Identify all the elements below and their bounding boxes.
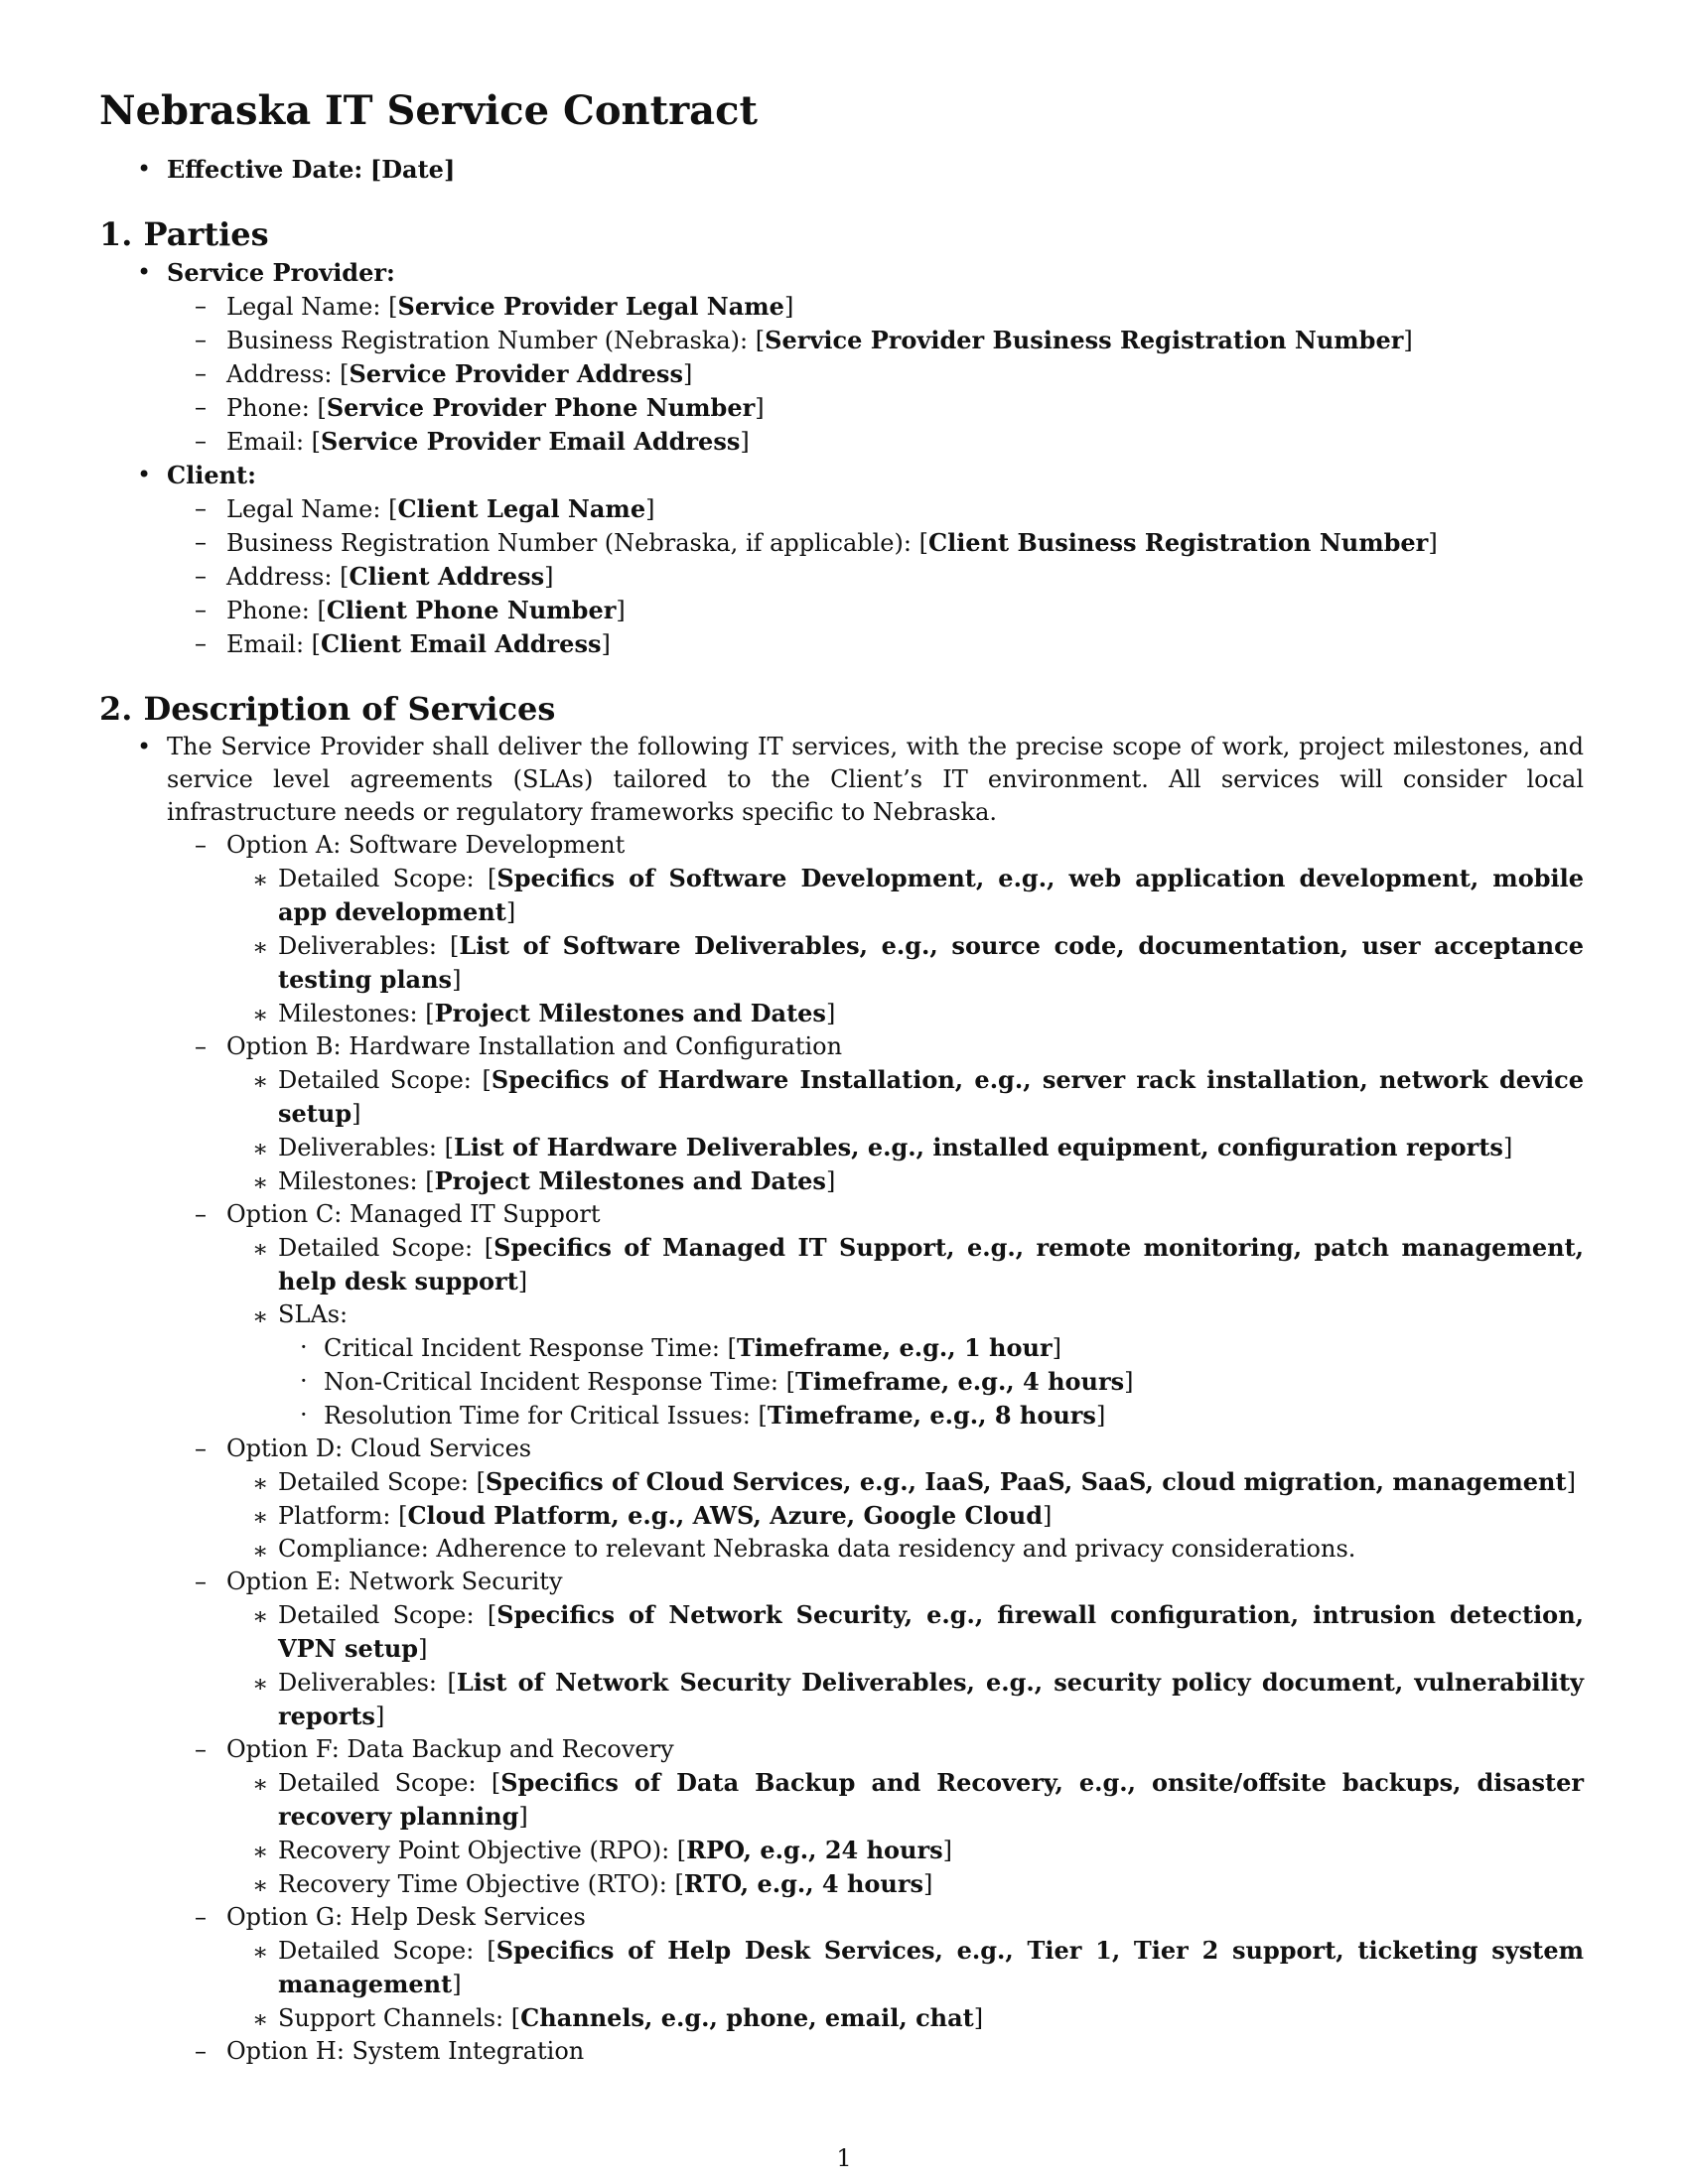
dash-icon: – bbox=[195, 831, 207, 859]
bullet-icon: • bbox=[137, 461, 152, 488]
option-items bbox=[226, 1063, 1589, 1198]
item-label: Detailed Scope: bbox=[278, 865, 488, 892]
party-field: – Phone: [Client Phone Number] bbox=[195, 596, 626, 624]
option-items bbox=[226, 862, 1589, 1030]
parties-heading: 1. Parties bbox=[99, 215, 269, 253]
bullet-icon: • bbox=[137, 733, 152, 760]
dash-icon: – bbox=[195, 1200, 207, 1228]
party-field: – Email: [Service Provider Email Address] bbox=[195, 427, 750, 456]
item-label: Recovery Point Objective (RPO): bbox=[278, 1837, 677, 1864]
item-label: Deliverables: bbox=[278, 1134, 445, 1161]
item-label: Compliance: Adherence to relevant Nebraska data residency and privacy considerations. bbox=[278, 1535, 1356, 1563]
item-value: RPO, e.g., 24 hours bbox=[686, 1836, 943, 1864]
item-label: Detailed Scope: bbox=[278, 1601, 488, 1629]
services-intro: The Service Provider shall deliver the following IT services, with the precise scope of work, project milestones, and service level agreements (SLAs) tailored to the Client’s IT environment. All services will consider local infrastructure needs or regulatory frameworks specific to Nebraska. bbox=[167, 733, 1584, 826]
dash-icon: – bbox=[195, 629, 207, 657]
option-item: ∗ Recovery Point Objective (RPO): [RPO, e.g., 24 hours] bbox=[226, 1834, 1589, 1867]
field-value: Client Email Address bbox=[321, 629, 602, 658]
option-title: Option E: Network Security bbox=[226, 1568, 563, 1595]
page-number: 1 bbox=[836, 2144, 852, 2172]
field-value: Client Business Registration Number bbox=[927, 528, 1429, 557]
party-client bbox=[99, 459, 1589, 661]
option-item: ∗ Detailed Scope: [Specifics of Software Development, e.g., web application development, mobile app development] bbox=[252, 864, 1584, 926]
item-value: List of Hardware Deliverables, e.g., installed equipment, configuration reports bbox=[454, 1133, 1503, 1161]
parties-section bbox=[99, 212, 1589, 661]
asterisk-icon: ∗ bbox=[252, 1235, 269, 1263]
item-label: Detailed Scope: bbox=[278, 1066, 483, 1094]
service-option bbox=[167, 1198, 1589, 1433]
effective-date-label: Effective Date: bbox=[167, 155, 363, 184]
dash-icon: – bbox=[195, 359, 207, 387]
option-item: ∗ Detailed Scope: [Specifics of Network Security, e.g., firewall configuration, intrusion detection, VPN setup] bbox=[252, 1600, 1584, 1663]
effective-list bbox=[99, 153, 1589, 187]
option-item: ∗ Support Channels: [Channels, e.g., phone, email, chat] bbox=[226, 2001, 1589, 2035]
item-value: Channels, e.g., phone, email, chat bbox=[520, 2003, 974, 2032]
services-section bbox=[99, 687, 1589, 2068]
asterisk-icon: ∗ bbox=[252, 1067, 269, 1095]
asterisk-icon: ∗ bbox=[252, 1938, 269, 1966]
field-value: Service Provider Email Address bbox=[321, 427, 741, 456]
field-value: Service Provider Business Registration Number bbox=[765, 326, 1404, 354]
item-label: Deliverables: bbox=[278, 1669, 448, 1697]
option-item: ∗ Deliverables: [List of Software Deliverables, e.g., source code, documentation, user acceptance testing plans] bbox=[252, 931, 1584, 994]
sla-value: Timeframe, e.g., 4 hours bbox=[795, 1367, 1125, 1396]
option-item: ∗ Milestones: [Project Milestones and Dates] bbox=[226, 1164, 1589, 1198]
item-value: Project Milestones and Dates bbox=[434, 1166, 826, 1195]
asterisk-icon: ∗ bbox=[252, 1168, 269, 1196]
service-option bbox=[167, 1433, 1589, 1566]
option-title: Option A: Software Development bbox=[226, 831, 626, 859]
field-label: Phone: bbox=[226, 394, 318, 422]
option-item bbox=[226, 1298, 1589, 1433]
option-item: ∗ Milestones: [Project Milestones and Dates] bbox=[226, 997, 1589, 1030]
item-value: Specifics of Data Backup and Recovery, e.g., onsite/offsite backups, disaster recovery planning bbox=[278, 1768, 1584, 1831]
effective-date-item bbox=[99, 153, 1589, 187]
party-fields bbox=[167, 290, 1589, 459]
item-label: Milestones: bbox=[278, 1000, 426, 1027]
dash-icon: – bbox=[195, 1568, 207, 1595]
dot-icon: · bbox=[300, 1367, 308, 1395]
asterisk-icon: ∗ bbox=[252, 1838, 269, 1865]
asterisk-icon: ∗ bbox=[252, 1503, 269, 1531]
party-field: – Address: [Service Provider Address] bbox=[195, 359, 693, 388]
dash-icon: – bbox=[195, 596, 207, 623]
item-label: Detailed Scope: bbox=[278, 1234, 485, 1262]
item-label: Deliverables: bbox=[278, 932, 450, 960]
document-page bbox=[99, 85, 1589, 2068]
option-items bbox=[226, 1598, 1589, 1733]
option-title: Option H: System Integration bbox=[226, 2037, 585, 2065]
options-list bbox=[167, 829, 1589, 2068]
dash-icon: – bbox=[195, 292, 207, 320]
field-value: Client Address bbox=[349, 562, 545, 591]
field-label: Address: bbox=[226, 360, 341, 388]
option-item: ∗ Detailed Scope: [Specifics of Managed IT Support, e.g., remote monitoring, patch management, help desk support] bbox=[252, 1233, 1585, 1296]
sla-item: · Resolution Time for Critical Issues: [Timeframe, e.g., 8 hours] bbox=[300, 1401, 1106, 1430]
bullet-icon: • bbox=[137, 155, 152, 183]
dot-icon: · bbox=[300, 1333, 308, 1361]
party-label: Service Provider: bbox=[167, 258, 395, 287]
field-label: Address: bbox=[226, 563, 341, 591]
service-option bbox=[167, 2035, 1589, 2068]
dash-icon: – bbox=[195, 2037, 207, 2065]
option-items bbox=[226, 1934, 1589, 2035]
option-item: ∗ Detailed Scope: [Specifics of Help Desk Services, e.g., Tier 1, Tier 2 support, ticketing system management] bbox=[252, 1936, 1585, 1998]
item-value: RTO, e.g., 4 hours bbox=[683, 1869, 924, 1898]
item-value: List of Software Deliverables, e.g., source code, documentation, user acceptance testing plans bbox=[278, 931, 1584, 994]
field-label: Legal Name: bbox=[226, 293, 389, 321]
service-option bbox=[167, 1566, 1589, 1733]
option-item bbox=[226, 1533, 1589, 1566]
services-intro-item bbox=[99, 731, 1589, 2068]
dash-icon: – bbox=[195, 562, 207, 590]
sla-label: Resolution Time for Critical Issues: bbox=[324, 1402, 759, 1430]
sla-list bbox=[278, 1331, 1584, 1433]
option-item: ∗ Recovery Time Objective (RTO): [RTO, e.g., 4 hours] bbox=[226, 1867, 1589, 1901]
item-label: Support Channels: bbox=[278, 2004, 511, 2032]
asterisk-icon: ∗ bbox=[252, 1537, 269, 1565]
field-value: Service Provider Address bbox=[349, 359, 683, 388]
dash-icon: – bbox=[195, 427, 207, 455]
sla-value: Timeframe, e.g., 8 hours bbox=[767, 1401, 1096, 1430]
asterisk-icon: ∗ bbox=[252, 1670, 269, 1698]
field-value: Service Provider Phone Number bbox=[326, 393, 756, 422]
party-field: – Legal Name: [Client Legal Name] bbox=[195, 494, 655, 523]
option-item: ∗ Detailed Scope: [Specifics of Cloud Services, e.g., IaaS, PaaS, SaaS, cloud migration, management] bbox=[226, 1465, 1589, 1499]
item-value: Project Milestones and Dates bbox=[434, 999, 826, 1027]
asterisk-icon: ∗ bbox=[252, 1770, 269, 1798]
option-item: ∗ Platform: [Cloud Platform, e.g., AWS, Azure, Google Cloud] bbox=[226, 1499, 1589, 1533]
option-item: ∗ Deliverables: [List of Network Security Deliverables, e.g., security policy document, vulnerability reports] bbox=[252, 1668, 1585, 1730]
item-label: SLAs: bbox=[278, 1300, 349, 1328]
document-title: Nebraska IT Service Contract bbox=[99, 87, 758, 134]
asterisk-icon: ∗ bbox=[252, 1469, 269, 1497]
option-title: Option G: Help Desk Services bbox=[226, 1903, 586, 1931]
field-label: Legal Name: bbox=[226, 495, 389, 523]
sla-label: Non-Critical Incident Response Time: bbox=[324, 1368, 786, 1396]
option-items bbox=[226, 1766, 1589, 1901]
bullet-icon: • bbox=[137, 258, 152, 286]
parties-list bbox=[99, 256, 1589, 661]
dash-icon: – bbox=[195, 1735, 207, 1763]
field-value: Client Phone Number bbox=[326, 596, 617, 624]
party-field: – Business Registration Number (Nebraska): [Service Provider Business Registration Number] bbox=[195, 326, 1413, 354]
item-label: Platform: bbox=[278, 1502, 399, 1530]
party-field: – Email: [Client Email Address] bbox=[195, 629, 611, 658]
option-title: Option D: Cloud Services bbox=[226, 1434, 532, 1462]
field-label: Business Registration Number (Nebraska): bbox=[226, 327, 756, 354]
field-label: Business Registration Number (Nebraska, if applicable): bbox=[226, 529, 919, 557]
sla-value: Timeframe, e.g., 1 hour bbox=[736, 1333, 1053, 1362]
asterisk-icon: ∗ bbox=[252, 1602, 269, 1630]
field-label: Phone: bbox=[226, 597, 318, 624]
item-label: Detailed Scope: bbox=[278, 1937, 488, 1965]
item-value: Specifics of Managed IT Support, e.g., remote monitoring, patch management, help desk support bbox=[278, 1233, 1585, 1296]
sla-label: Critical Incident Response Time: bbox=[324, 1334, 728, 1362]
asterisk-icon: ∗ bbox=[252, 1135, 269, 1162]
item-label: Detailed Scope: bbox=[278, 1468, 477, 1496]
asterisk-icon: ∗ bbox=[252, 933, 269, 961]
field-value: Service Provider Legal Name bbox=[397, 292, 784, 321]
asterisk-icon: ∗ bbox=[252, 866, 269, 893]
item-value: Specifics of Software Development, e.g., web application development, mobile app development bbox=[278, 864, 1584, 926]
dash-icon: – bbox=[195, 1903, 207, 1931]
party-field: – Address: [Client Address] bbox=[195, 562, 554, 591]
service-option bbox=[167, 829, 1589, 1030]
item-label: Detailed Scope: bbox=[278, 1769, 492, 1797]
dash-icon: – bbox=[195, 494, 207, 522]
dot-icon: · bbox=[300, 1401, 308, 1429]
party-field: – Business Registration Number (Nebraska, if applicable): [Client Business Registration Number] bbox=[195, 528, 1438, 557]
sla-item: · Critical Incident Response Time: [Timeframe, e.g., 1 hour] bbox=[300, 1333, 1061, 1362]
service-option bbox=[167, 1901, 1589, 2035]
sla-item: · Non-Critical Incident Response Time: [Timeframe, e.g., 4 hours] bbox=[300, 1367, 1134, 1396]
option-title: Option F: Data Backup and Recovery bbox=[226, 1735, 674, 1763]
item-label: Milestones: bbox=[278, 1167, 426, 1195]
dash-icon: – bbox=[195, 528, 207, 556]
dash-icon: – bbox=[195, 1032, 207, 1060]
item-value: Specifics of Network Security, e.g., firewall configuration, intrusion detection, VPN setup bbox=[278, 1600, 1584, 1663]
option-item: ∗ Detailed Scope: [Specifics of Hardware Installation, e.g., server rack installation, network device setup] bbox=[252, 1065, 1585, 1128]
field-label: Email: bbox=[226, 630, 312, 658]
party-provider bbox=[99, 256, 1589, 459]
asterisk-icon: ∗ bbox=[252, 1001, 269, 1028]
item-label: Recovery Time Objective (RTO): bbox=[278, 1870, 675, 1898]
option-item: ∗ Deliverables: [List of Hardware Deliverables, e.g., installed equipment, configuration reports] bbox=[226, 1131, 1589, 1164]
item-value: Cloud Platform, e.g., AWS, Azure, Google Cloud bbox=[407, 1501, 1043, 1530]
option-title: Option B: Hardware Installation and Configuration bbox=[226, 1032, 843, 1060]
item-value: Specifics of Hardware Installation, e.g., server rack installation, network device setup bbox=[278, 1065, 1585, 1128]
item-value: Specifics of Cloud Services, e.g., IaaS, PaaS, SaaS, cloud migration, management bbox=[485, 1467, 1567, 1496]
option-items bbox=[226, 1465, 1589, 1566]
option-item: ∗ Detailed Scope: [Specifics of Data Backup and Recovery, e.g., onsite/offsite backups, disaster recovery planning] bbox=[252, 1768, 1584, 1831]
field-value: Client Legal Name bbox=[397, 494, 646, 523]
services-list bbox=[99, 731, 1589, 2068]
dash-icon: – bbox=[195, 393, 207, 421]
option-items bbox=[226, 1231, 1589, 1433]
party-field: – Phone: [Service Provider Phone Number] bbox=[195, 393, 765, 422]
dash-icon: – bbox=[195, 326, 207, 353]
party-label: Client: bbox=[167, 461, 256, 489]
asterisk-icon: ∗ bbox=[252, 1871, 269, 1899]
field-label: Email: bbox=[226, 428, 312, 456]
effective-date-value: [Date] bbox=[369, 155, 456, 184]
services-heading: 2. Description of Services bbox=[99, 690, 556, 728]
party-fields bbox=[167, 492, 1589, 661]
item-value: List of Network Security Deliverables, e.g., security policy document, vulnerability reports bbox=[278, 1668, 1585, 1730]
asterisk-icon: ∗ bbox=[252, 2005, 269, 2033]
item-value: Specifics of Help Desk Services, e.g., Tier 1, Tier 2 support, ticketing system management bbox=[278, 1936, 1585, 1998]
party-field: – Legal Name: [Service Provider Legal Name] bbox=[195, 292, 794, 321]
service-option bbox=[167, 1733, 1589, 1901]
option-title: Option C: Managed IT Support bbox=[226, 1200, 601, 1228]
asterisk-icon: ∗ bbox=[252, 1302, 269, 1330]
service-option bbox=[167, 1030, 1589, 1198]
dash-icon: – bbox=[195, 1434, 207, 1462]
